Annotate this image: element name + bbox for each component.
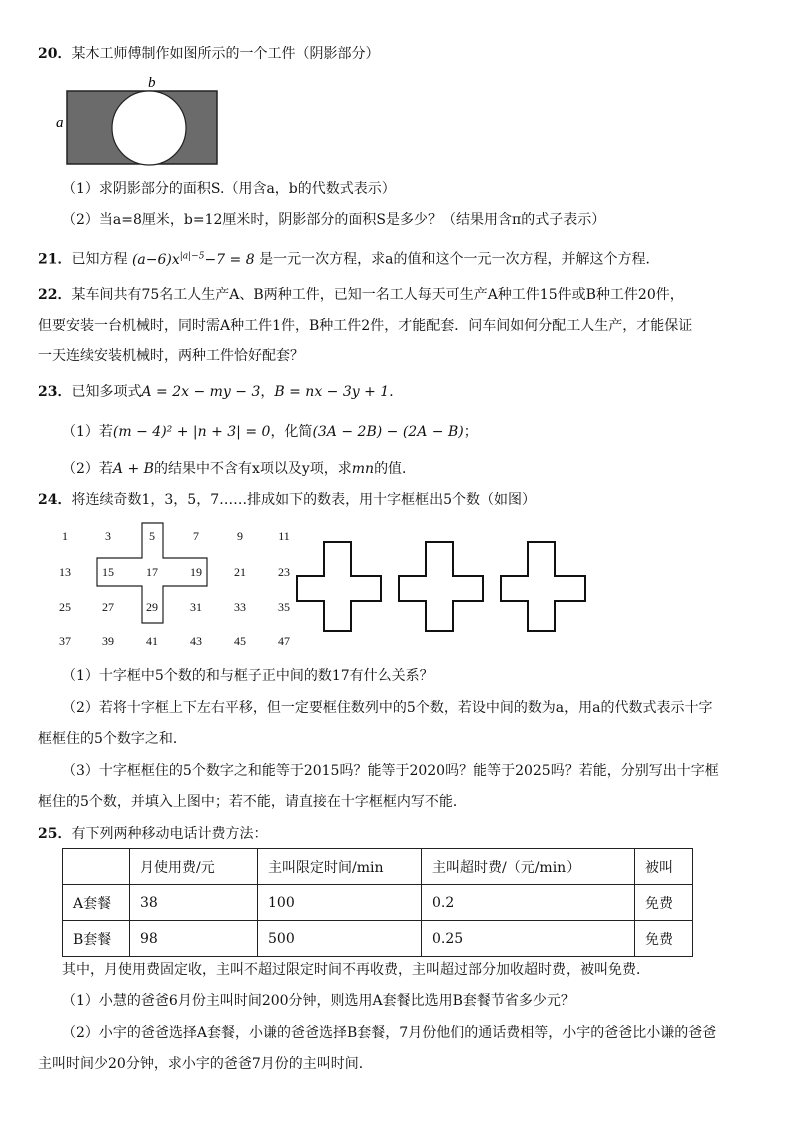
q20-circle	[112, 91, 186, 165]
table-header-cell: 主叫限定时间/min	[258, 849, 422, 885]
q25-title	[38, 824, 267, 844]
table-header-cell: 主叫超时费/（元/min）	[422, 849, 635, 885]
q23-title	[38, 382, 403, 402]
q21-exponent: |a|−5	[179, 251, 205, 261]
table-cell: 0.25	[422, 921, 635, 957]
table-row	[63, 921, 693, 957]
grid-cell: 43	[190, 634, 202, 648]
grid-cell: 7	[193, 529, 199, 543]
q24-sub2-line2: 框框住的5个数字之和．	[38, 731, 187, 747]
q21-number: 21．	[38, 251, 72, 268]
q23-sub2-mn: mn	[351, 461, 375, 477]
q23-end: ．	[389, 384, 404, 400]
q23-sep: ，	[260, 384, 275, 400]
grid-cell: 5	[149, 529, 155, 543]
q22-line1	[38, 285, 684, 305]
q22-text-1: 某车间共有75名工人生产A、B两种工件，已知一名工人每天可生产A种工件15件或B种工件20件，	[71, 287, 684, 303]
table-header-row	[63, 849, 693, 885]
table-header-cell	[63, 849, 130, 885]
table-cell: 500	[258, 921, 422, 957]
q24-empty-cross-3[interactable]	[499, 540, 589, 634]
grid-cell: 9	[237, 529, 243, 543]
table-cell: 0.2	[422, 885, 635, 921]
q23-sub2-math: A + B	[112, 461, 154, 477]
q24-number: 24．	[38, 492, 72, 508]
q23-sub2-prefix: （2）若	[62, 461, 113, 477]
q24-empty-cross-2[interactable]	[397, 540, 487, 634]
q23-sub1	[62, 422, 478, 442]
grid-cell: 29	[146, 600, 158, 614]
grid-cell: 47	[278, 634, 290, 648]
q24-sub3-line1: （3）十字框框住的5个数字之和能等于2015吗？能等于2020吗？能等于2025吗？若能，分别写出十字框	[62, 763, 719, 779]
table-cell: B套餐	[63, 921, 130, 957]
grid-cell: 17	[146, 565, 158, 579]
q24-sub1: （1）十字框中5个数的和与框子正中间的数17有什么关系？	[62, 668, 434, 684]
q21-equation-main: (a−6)x	[131, 251, 180, 268]
q23-number: 23．	[38, 384, 72, 400]
grid-cell: 41	[146, 634, 158, 648]
q20-text: 某木工师傅制作如图所示的一个工件（阴影部分）	[71, 46, 380, 62]
q20-label-a: a	[56, 115, 64, 131]
q25-number: 25．	[38, 826, 72, 842]
grid-cell: 27	[102, 600, 114, 614]
grid-cell: 33	[234, 600, 246, 614]
q21-equation	[132, 252, 255, 268]
grid-cell: 31	[190, 600, 202, 614]
q20-number: 20．	[38, 46, 72, 62]
table-header-cell: 月使用费/元	[130, 849, 258, 885]
q22-line2: 但要安装一台机械时，同时需A种工件1件，B种工件2件，才能配套．问车间如何分配工人生产，才能保证	[38, 318, 693, 334]
grid-cell: 1	[62, 529, 68, 543]
q24-empty-cross-1[interactable]	[295, 540, 385, 634]
grid-cell: 21	[234, 565, 246, 579]
q21	[38, 246, 659, 270]
q25-text: 有下列两种移动电话计费方法：	[71, 826, 268, 842]
q22-line3: 一天连续安装机械时，两种工件恰好配套？	[38, 348, 304, 364]
grid-cell: 37	[59, 634, 71, 648]
grid-cell: 39	[102, 634, 114, 648]
grid-cell: 45	[234, 634, 246, 648]
q23-sub1-end: ；	[463, 424, 478, 440]
q20-title	[38, 44, 379, 64]
fee-table	[62, 848, 693, 957]
q24-text: 将连续奇数1，3，5，7……排成如下的数表，用十字框框出5个数（如图）	[71, 492, 537, 508]
q25-sub2-line2: 主叫时间少20分钟，求小宇的爸爸7月份的主叫时间．	[38, 1056, 373, 1072]
q21-prefix: 已知方程	[71, 251, 128, 268]
q23-sub2-end: 的值．	[374, 461, 417, 477]
table-cell: 免费	[635, 921, 693, 957]
q23-sub2-mid: 的结果中不含有x项以及y项，求	[153, 461, 352, 477]
q22-number: 22．	[38, 287, 72, 303]
table-row	[63, 885, 693, 921]
q23-poly-b: B = nx − 3y + 1	[274, 384, 390, 400]
q20-figure	[55, 72, 225, 170]
table-header-cell: 被叫	[635, 849, 693, 885]
grid-cell: 35	[278, 600, 290, 614]
q20-label-b: b	[148, 75, 156, 91]
grid-cell: 19	[190, 565, 202, 579]
grid-cell: 11	[278, 529, 290, 543]
q24-cross-frame-on-grid	[95, 522, 211, 628]
q23-sub2	[62, 459, 416, 479]
table-cell: 100	[258, 885, 422, 921]
q25-sub2-line1: （2）小宇的爸爸选择A套餐，小谦的爸爸选择B套餐，7月份他们的通话费相等，小宇的爸爸比小谦的爸爸	[62, 1025, 717, 1041]
grid-cell: 23	[278, 565, 290, 579]
q23-poly-a: A = 2x − my − 3	[141, 384, 261, 400]
table-cell: 免费	[635, 885, 693, 921]
q23-sub1-math: (m − 4)² + |n + 3| = 0	[112, 424, 271, 440]
table-cell: 38	[130, 885, 258, 921]
grid-cell: 15	[102, 565, 114, 579]
q23-prefix: 已知多项式	[71, 384, 142, 400]
grid-cell: 25	[59, 600, 71, 614]
q24-sub2-line1: （2）若将十字框上下左右平移，但一定要框住数列中的5个数，若设中间的数为a，用a的代数式表示十字	[62, 700, 713, 716]
q24-title	[38, 490, 536, 510]
q23-sub1-mid: ，化简	[270, 424, 313, 440]
table-cell: A套餐	[63, 885, 130, 921]
q23-sub1-prefix: （1）若	[62, 424, 113, 440]
q20-sub2: （2）当a=8厘米，b=12厘米时，阴影部分的面积S是多少？（结果用含π的式子表示）	[62, 212, 606, 228]
q25-note: 其中，月使用费固定收，主叫不超过限定时间不再收费，主叫超过部分加收超时费，被叫免费．	[62, 962, 650, 978]
q21-suffix: 是一元一次方程，求a的值和这个一元一次方程，并解这个方程．	[259, 251, 660, 268]
grid-cell: 3	[105, 529, 111, 543]
grid-cell: 13	[59, 565, 71, 579]
table-cell: 98	[130, 921, 258, 957]
q24-sub3-line2: 框住的5个数，并填入上图中；若不能，请直接在十字框框内写不能．	[38, 794, 467, 810]
q23-sub1-expr: (3A − 2B) − (2A − B)	[312, 424, 464, 440]
q25-sub1: （1）小慧的爸爸6月份主叫时间200分钟，则选用A套餐比选用B套餐节省多少元？	[62, 993, 575, 1009]
q20-sub1: （1）求阴影部分的面积S.（用含a，b的代数式表示）	[62, 181, 396, 197]
q21-equation-tail: −7 = 8	[204, 251, 255, 268]
